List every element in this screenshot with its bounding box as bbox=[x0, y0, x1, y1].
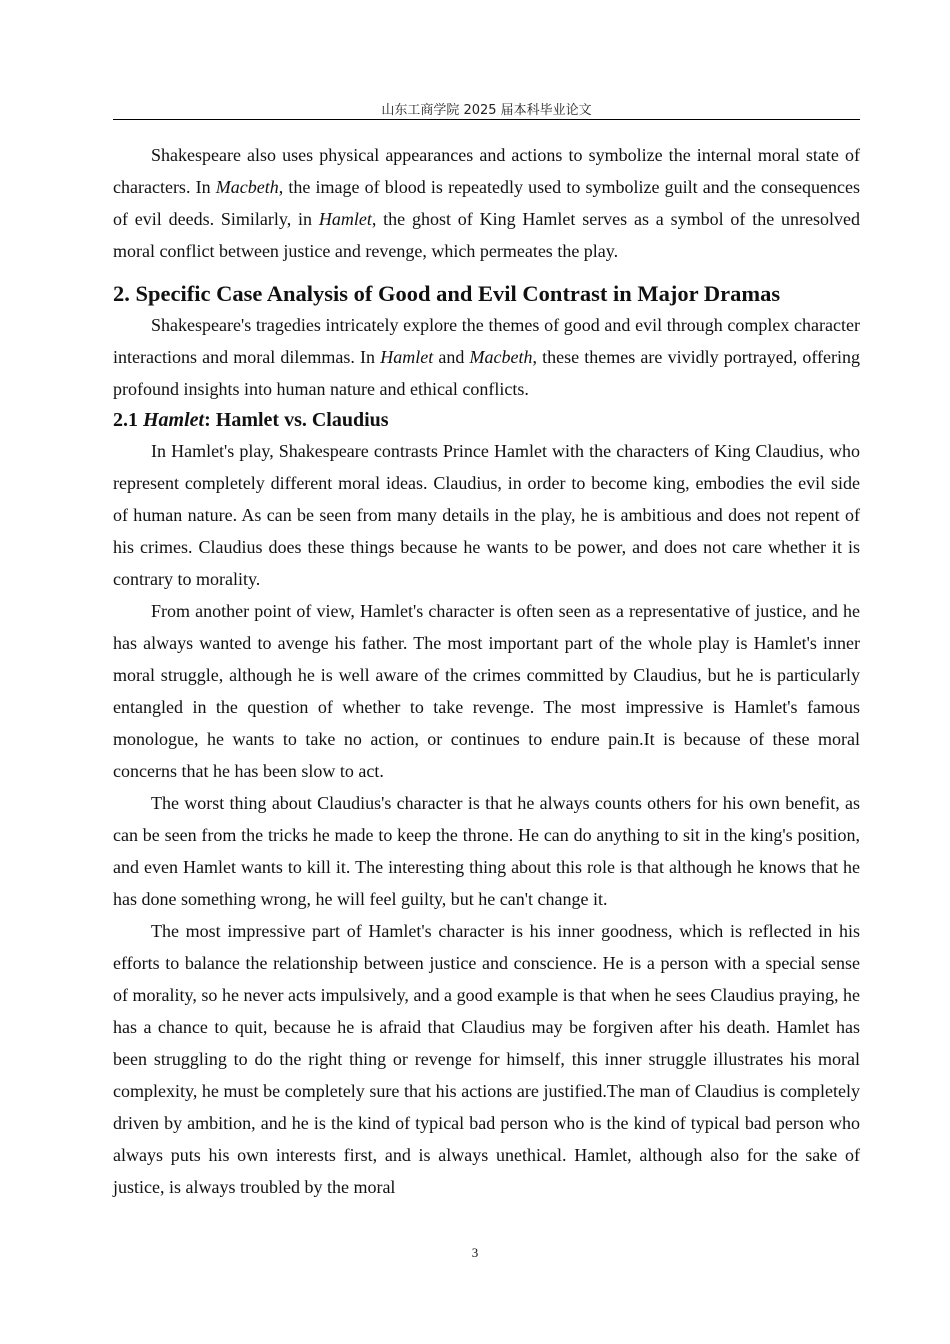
paragraph: The most impressive part of Hamlet's character is his inner goodness, which is reflected in his efforts to balance the relationship between justice and conscience. He is a person with a special sense of morality, so he never acts impulsively, and a good example is that when he sees Claudius praying, he has a chance to quit, because he is afraid that Claudius may be forgiven after his death. Hamlet has been struggling to do the right thing or revenge for himself, this inner struggle illustrates his moral complexity, he must be completely sure that his actions are justified.The man of Claudius is completely driven by ambition, and he is the kind of typical bad person who is the kind of typical bad person who always puts his own interests first, and is always unethical. Hamlet, although also for the sake of justice, is always troubled by the moral bbox=[113, 921, 860, 1197]
header-rule bbox=[113, 119, 860, 120]
section-heading-2: 2. Specific Case Analysis of Good and Evil Contrast in Major Dramas bbox=[113, 281, 781, 306]
subsection-heading-2-1: 2.1 Hamlet: Hamlet vs. Claudius bbox=[113, 409, 389, 431]
page-number: 3 bbox=[471, 1245, 479, 1260]
paragraph: The worst thing about Claudius's character is that he always counts others for his own benefit, as can be seen from the tricks he made to keep the throne. He can do anything to sit in the king's position, and even Hamlet wants to kill it. The interesting thing about this role is that although he knows that he has done something wrong, he will feel guilty, but he can't change it. bbox=[113, 793, 860, 909]
running-header: 山东工商学院 2025 届本科毕业论文 bbox=[381, 103, 592, 118]
paragraph-symbolism: Shakespeare also uses physical appearances and actions to symbolize the internal moral state of characters. In Macbeth, the image of blood is repeatedly used to symbolize guilt and the consequences of evil deeds. Similarly, in Hamlet, the ghost of King Hamlet serves as a symbol of the unresolved moral conflict between justice and revenge, which permeates the play. bbox=[113, 145, 860, 261]
paragraph: In Hamlet's play, Shakespeare contrasts Prince Hamlet with the characters of King Claudius, who represent completely different moral ideas. Claudius, in order to become king, embodies the evil side of human nature. As can be seen from many details in the play, he is ambitious and does not repent of his crimes. Claudius does these things because he wants to be power, and does not care whether it is contrary to morality. bbox=[113, 441, 860, 589]
paragraph: From another point of view, Hamlet's character is often seen as a representative of justice, and he has always wanted to avenge his father. The most important part of the whole play is Hamlet's inner moral struggle, although he is well aware of the crimes committed by Claudius, but he is particularly entangled in the question of whether to take revenge. The most impressive is Hamlet's famous monologue, he wants to take no action, or continues to endure pain.It is because of these moral concerns that he has been slow to act. bbox=[113, 601, 860, 781]
paragraph-section2-intro: Shakespeare's tragedies intricately explore the themes of good and evil through complex character interactions and moral dilemmas. In Hamlet and Macbeth, these themes are vividly portrayed, offering profound insights into human nature and ethical conflicts. bbox=[113, 315, 860, 399]
body-text bbox=[113, 139, 860, 1203]
